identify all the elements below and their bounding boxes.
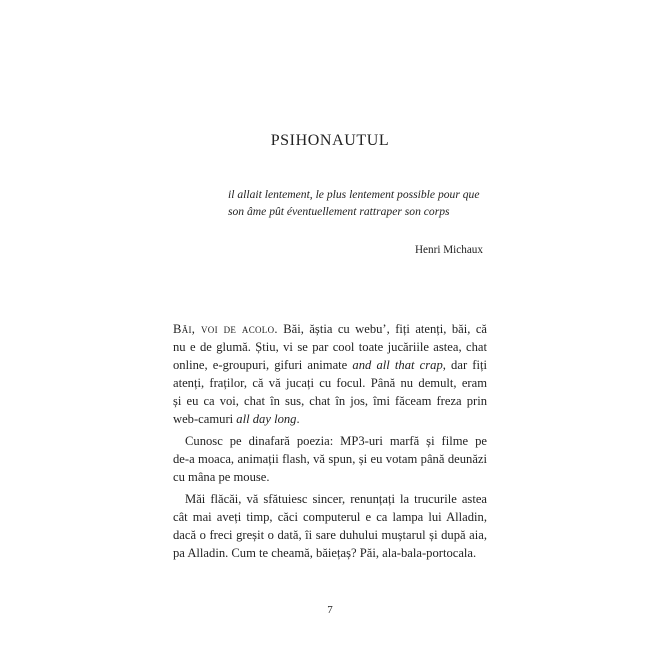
- paragraph: [173, 490, 487, 562]
- epigraph-line: son âme pût éventuellement rattraper son corps: [228, 205, 450, 218]
- text-line: cu mâna pe mouse.: [173, 470, 270, 484]
- page-number: 7: [327, 604, 333, 616]
- text-line: și eu ca voi, chat în sus, chat în jos, îmi făceam freza prin: [173, 394, 487, 408]
- text-run: .: [296, 412, 300, 426]
- text-line: Cunosc pe dinafară poezia: MP3-uri marfă și filme pe: [185, 434, 487, 448]
- text-line: nu e de glumă. Știu, vi se par cool toate jucăriile astea, chat: [173, 340, 487, 354]
- text-run: , dar fiți: [442, 358, 487, 372]
- text-line: pa Alladin. Cum te cheamă, băiețaș? Păi, ala-bala-portocala.: [173, 546, 477, 560]
- text-line: atenți, fraților, că vă jucați cu focul. Până nu demult, eram: [173, 376, 487, 390]
- lead-in-small-caps: Băi, voi de acolo.: [173, 322, 278, 336]
- text-line: dacă o freci greșit o dată, îi sare duhului muștarul și după aia,: [173, 528, 487, 542]
- epigraph-line: il allait lentement, le plus lentement possible pour que: [228, 188, 480, 201]
- paragraph: [173, 320, 487, 428]
- chapter-title: PSIHONAUTUL: [270, 132, 390, 149]
- text-run: Băi, ăștia cu webu’, fiți atenți, băi, că: [277, 322, 487, 336]
- epigraph: [228, 186, 488, 220]
- paragraph: [173, 432, 487, 486]
- text-run: web-camuri: [173, 412, 237, 426]
- text-line: [173, 320, 487, 338]
- italic-phrase: all day long: [236, 412, 297, 426]
- text-line: [173, 410, 487, 428]
- epigraph-author: Henri Michaux: [414, 244, 483, 256]
- text-line: [173, 356, 487, 374]
- body-text: [173, 320, 487, 562]
- text-run: online, e-groupuri, gifuri animate: [173, 358, 353, 372]
- text-line: de-a moaca, animații flash, vă spun, și eu votam până deunăzi: [173, 452, 487, 466]
- text-line: cât mai aveți timp, căci computerul e ca lampa lui Alladin,: [173, 510, 487, 524]
- italic-phrase: and all that crap: [352, 358, 443, 372]
- text-line: Măi flăcăi, vă sfătuiesc sincer, renunțați la trucurile astea: [185, 492, 487, 506]
